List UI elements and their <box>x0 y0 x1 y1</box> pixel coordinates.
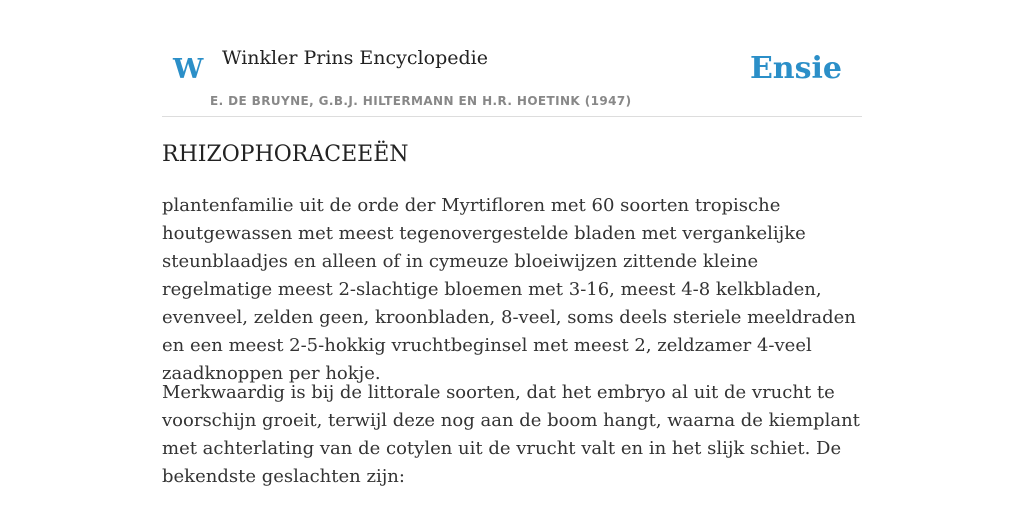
brand-logo[interactable]: Ensie <box>749 51 842 86</box>
article-paragraph: plantenfamilie uit de orde der Myrtifloren met 60 soorten tropische houtgewassen met meest tegenovergestelde bladen met vergankelijke steunblaadjes en alleen of in cymeuze bloeiwijzen zittende kleine regelmatige meest 2-slachtige bloemen met 3-16, meest 4-8 kelkbladen, evenveel, zelden geen, kroonbladen, 8-veel, soms deels steriele meeldraden en een meest 2-5-hokkig vruchtbeginsel met meest 2, zeldzamer 4-veel zaadknoppen per hokje. <box>162 195 856 384</box>
source-title[interactable]: Winkler Prins Encyclopedie <box>222 47 488 69</box>
source-authors: E. DE BRUYNE, G.B.J. HILTERMANN EN H.R. HOETINK (1947) <box>210 94 632 108</box>
source-header <box>162 0 862 117</box>
article-title: RHIZOPHORACEEËN <box>162 142 409 167</box>
source-logo-icon: W <box>173 54 204 85</box>
article-paragraph: Merkwaardig is bij de littorale soorten, dat het embryo al uit de vrucht te voorschijn groeit, terwijl deze nog aan de boom hangt, waarna de kiemplant met achterlating van de cotylen uit de vrucht valt en in het slijk schiet. De bekendste geslachten zijn: <box>162 382 860 487</box>
